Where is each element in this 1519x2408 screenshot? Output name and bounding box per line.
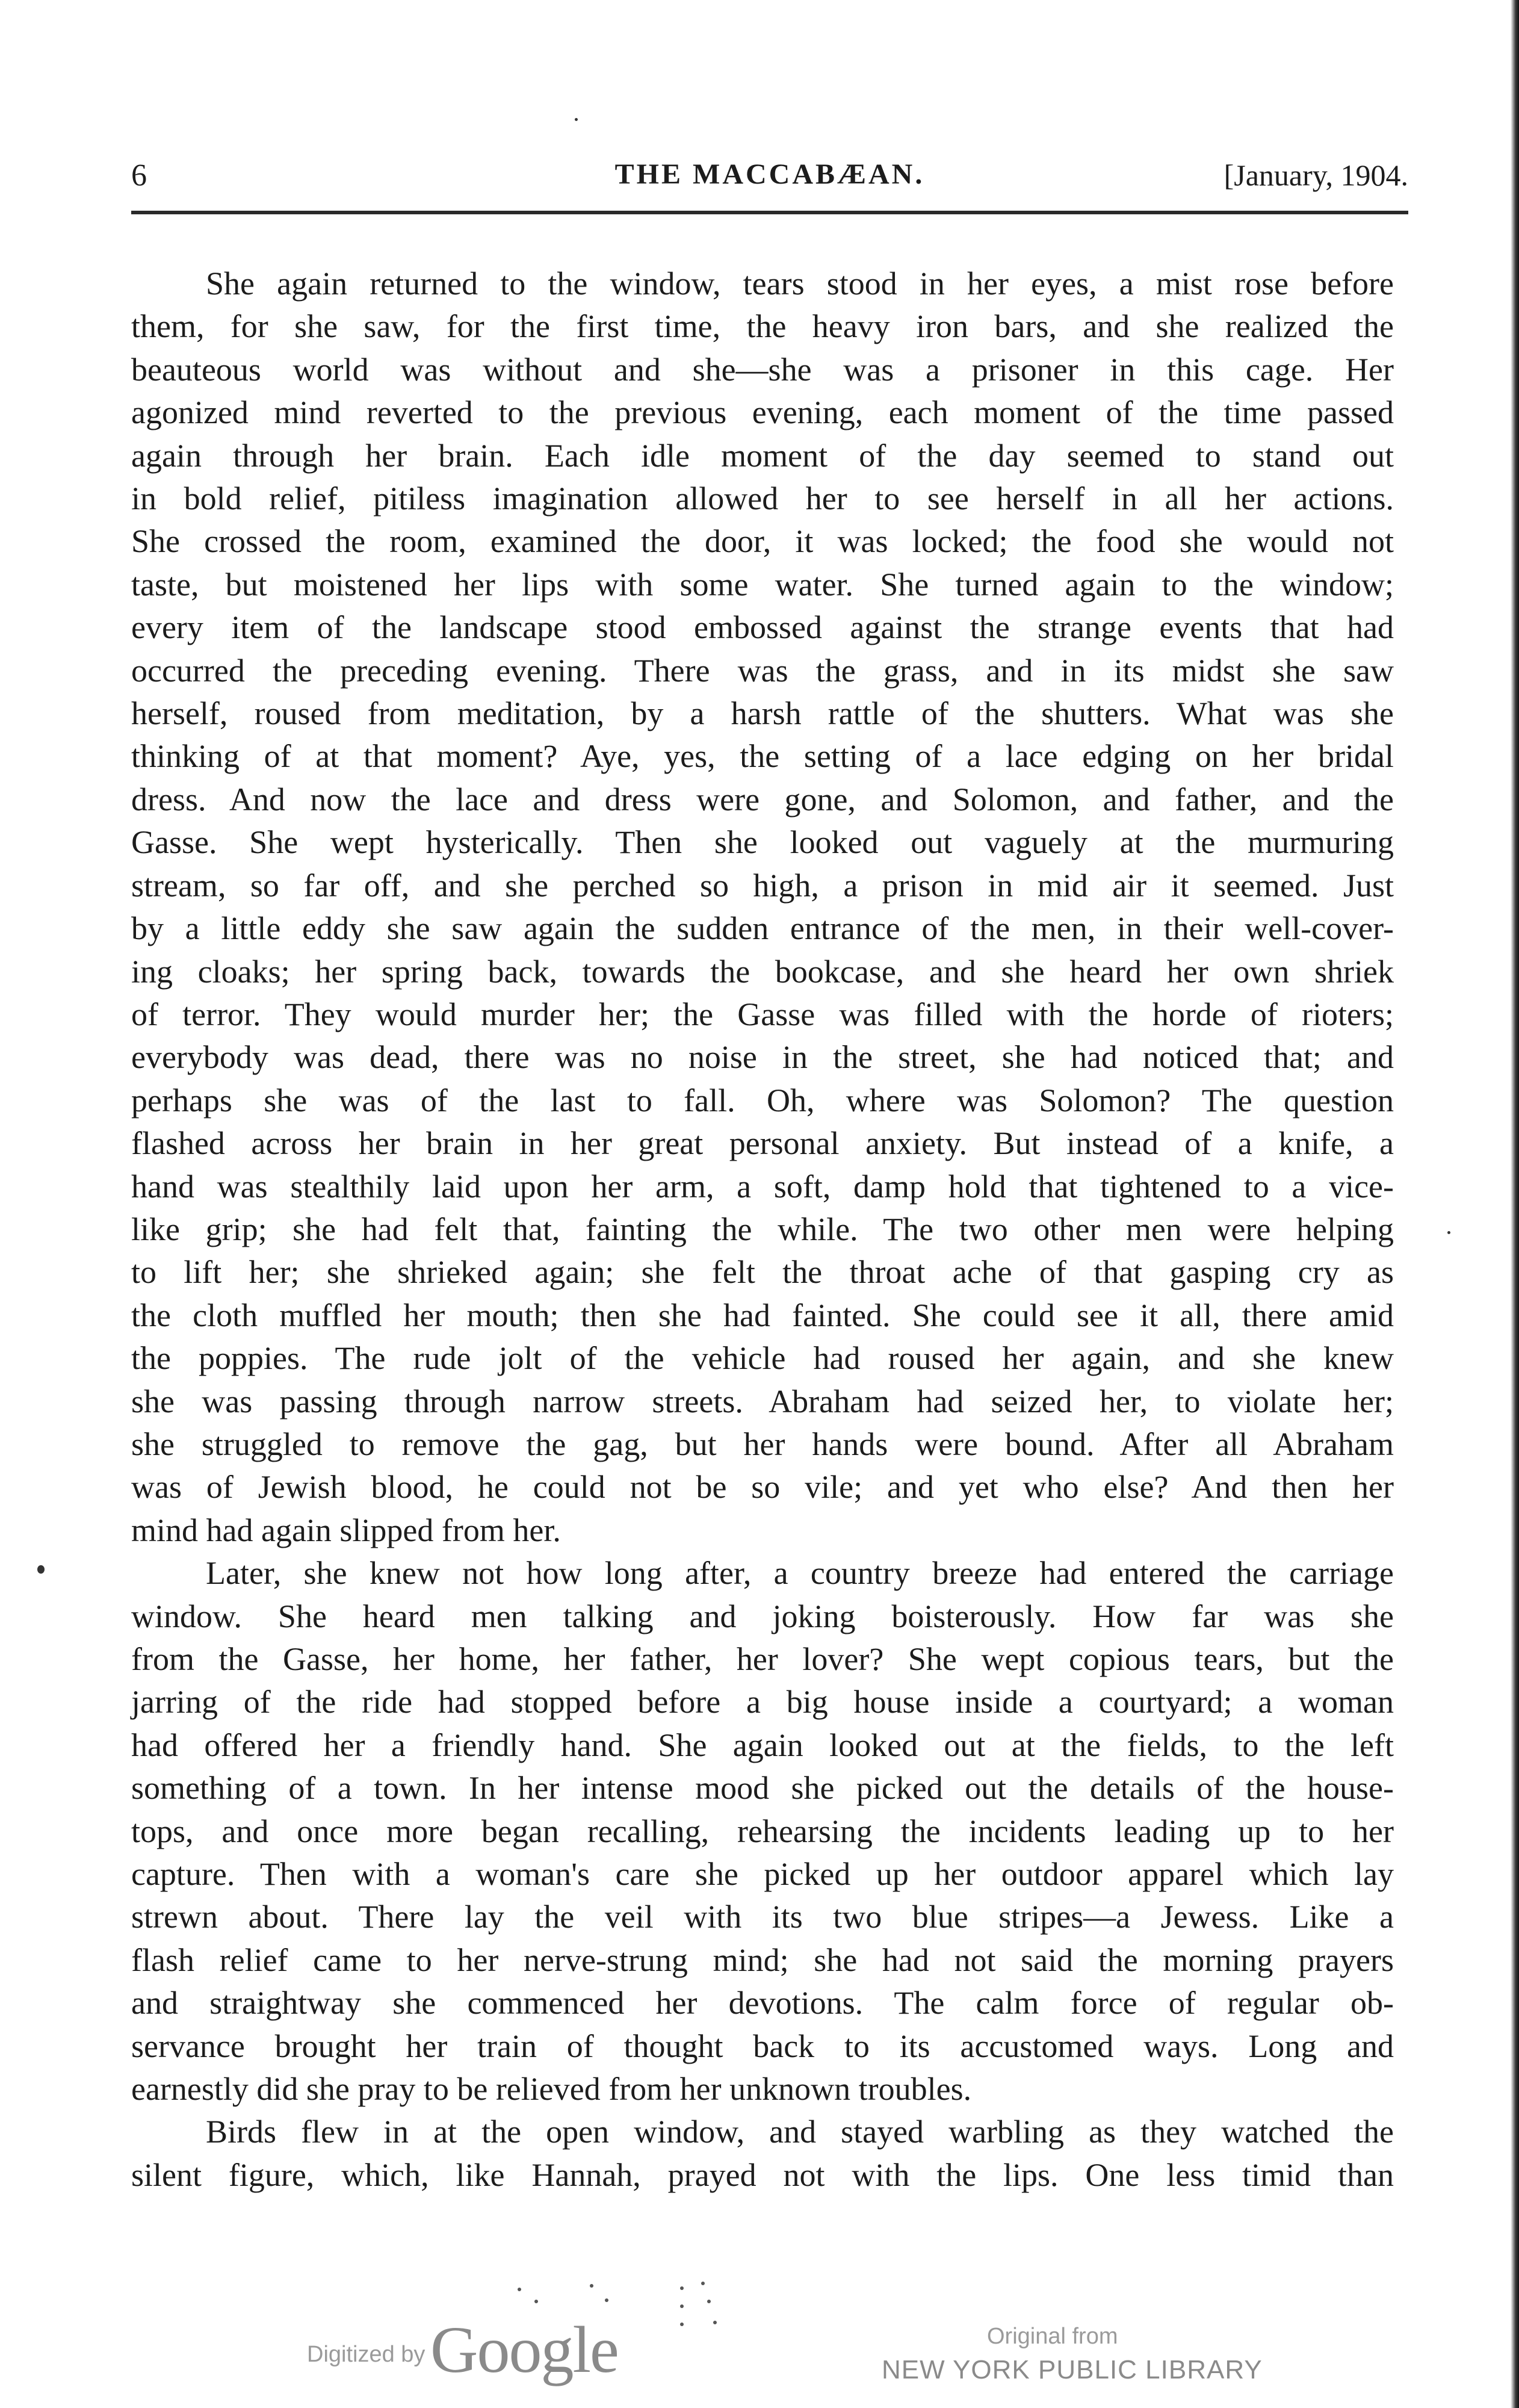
header-rule — [131, 211, 1408, 214]
text-line: strewn about. There lay the veil with its two blue stripes—a Jewess. Like a — [131, 1899, 1394, 1935]
issue-date: [January, 1904. — [1224, 158, 1408, 192]
text-line: servance brought her train of thought back to its accustomed ways. Long and — [131, 2028, 1394, 2064]
text-line: She crossed the room, examined the door, it was locked; the food she would not — [131, 523, 1394, 560]
paragraph — [131, 262, 1394, 1552]
digitization-footer — [0, 2276, 1519, 2408]
text-line: Gasse. She wept hysterically. Then she looked out vaguely at the murmuring — [131, 824, 1394, 861]
text-line: from the Gasse, her home, her father, her lover? She wept copious tears, but the — [131, 1641, 1394, 1677]
text-line: flashed across her brain in her great personal anxiety. But instead of a knife, a — [131, 1125, 1394, 1162]
text-line: Birds flew in at the open window, and stayed warbling as they watched the — [206, 2114, 1394, 2150]
text-line: jarring of the ride had stopped before a big house inside a courtyard; a woman — [131, 1684, 1394, 1721]
text-line: something of a town. In her intense mood she picked out the details of the house- — [131, 1770, 1394, 1807]
text-line: taste, but moistened her lips with some water. She turned again to the window; — [131, 566, 1394, 603]
text-line: She again returned to the window, tears stood in her eyes, a mist rose before — [206, 265, 1394, 302]
text-line: the poppies. The rude jolt of the vehicle had roused her again, and she knew — [131, 1340, 1394, 1377]
paragraph — [131, 2111, 1394, 2197]
text-line: thinking of at that moment? Aye, yes, the setting of a lace edging on her bridal — [131, 738, 1394, 775]
scan-speck — [37, 1565, 45, 1574]
text-line: agonized mind reverted to the previous evening, each moment of the time passed — [131, 394, 1394, 431]
text-line: of terror. They would murder her; the Gasse was filled with the horde of rioters; — [131, 996, 1394, 1032]
running-head — [131, 158, 1408, 200]
paragraph — [131, 1552, 1394, 2111]
text-line: to lift her; she shrieked again; she felt the throat ache of that gasping cry as — [131, 1254, 1394, 1291]
text-line: perhaps she was of the last to fall. Oh, where was Solomon? The question — [131, 1082, 1394, 1119]
scan-speck — [575, 118, 578, 121]
text-line: silent figure, which, like Hannah, prayed not with the lips. One less timid than — [131, 2156, 1394, 2193]
text-line: she was passing through narrow streets. Abraham had seized her, to violate her; — [131, 1383, 1394, 1420]
text-line: occurred the preceding evening. There was the grass, and in its midst she saw — [131, 652, 1394, 689]
library-name: NEW YORK PUBLIC LIBRARY — [882, 2355, 1263, 2385]
text-line: beauteous world was without and she—she was a prisoner in this cage. Her — [131, 351, 1394, 388]
text-line: ing cloaks; her spring back, towards the bookcase, and she heard her own shriek — [131, 953, 1394, 990]
text-line: herself, roused from meditation, by a harsh rattle of the shutters. What was she — [131, 695, 1394, 732]
text-line: window. She heard men talking and joking boisterously. How far was she — [131, 1598, 1394, 1634]
text-line: flash relief came to her nerve-strung mind; she had not said the morning prayers — [131, 1941, 1394, 1978]
text-line: Later, she knew not how long after, a country breeze had entered the carriage — [206, 1555, 1394, 1592]
original-from-label: Original from — [987, 2324, 1118, 2349]
google-logo: Google — [430, 2313, 618, 2386]
text-line: in bold relief, pitiless imagination allowed her to see herself in all her actions. — [131, 480, 1394, 517]
text-line: dress. And now the lace and dress were gone, and Solomon, and father, and the — [131, 781, 1394, 818]
text-line: had offered her a friendly hand. She again looked out at the fields, to the left — [131, 1727, 1394, 1763]
text-line: tops, and once more began recalling, rehearsing the incidents leading up to her — [131, 1813, 1394, 1849]
text-line: mind had again slipped from her. — [131, 1512, 561, 1548]
text-line: by a little eddy she saw again the sudden entrance of the men, in their well-cover- — [131, 910, 1394, 947]
text-line: stream, so far off, and she perched so high, a prison in mid air it seemed. Just — [131, 867, 1394, 904]
text-line: capture. Then with a woman's care she picked up her outdoor apparel which lay — [131, 1856, 1394, 1893]
text-line: hand was stealthily laid upon her arm, a soft, damp hold that tightened to a vice- — [131, 1168, 1394, 1205]
digitized-by-label: Digitized by — [307, 2342, 425, 2367]
text-line: and straightway she commenced her devotions. The calm force of regular ob- — [131, 1985, 1394, 2022]
text-line: everybody was dead, there was no noise in the street, she had noticed that; and — [131, 1039, 1394, 1076]
journal-title: THE MACCABÆAN. — [614, 158, 925, 190]
scan-speck — [1447, 1231, 1450, 1234]
text-line: she struggled to remove the gag, but her hands were bound. After all Abraham — [131, 1426, 1394, 1462]
text-line: like grip; she had felt that, fainting the while. The two other men were helping — [131, 1211, 1394, 1247]
text-line: every item of the landscape stood embossed against the strange events that had — [131, 609, 1394, 646]
text-line: was of Jewish blood, he could not be so vile; and yet who else? And then her — [131, 1469, 1394, 1506]
text-line: again through her brain. Each idle moment of the day seemed to stand out — [131, 437, 1394, 474]
binding-edge — [1511, 0, 1519, 2408]
text-line: the cloth muffled her mouth; then she had fainted. She could see it all, there amid — [131, 1297, 1394, 1333]
text-line: earnestly did she pray to be relieved from her unknown troubles. — [131, 2071, 972, 2108]
text-line: them, for she saw, for the first time, the heavy iron bars, and she realized the — [131, 308, 1394, 345]
page-number: 6 — [131, 158, 147, 193]
article-body — [131, 262, 1394, 2197]
